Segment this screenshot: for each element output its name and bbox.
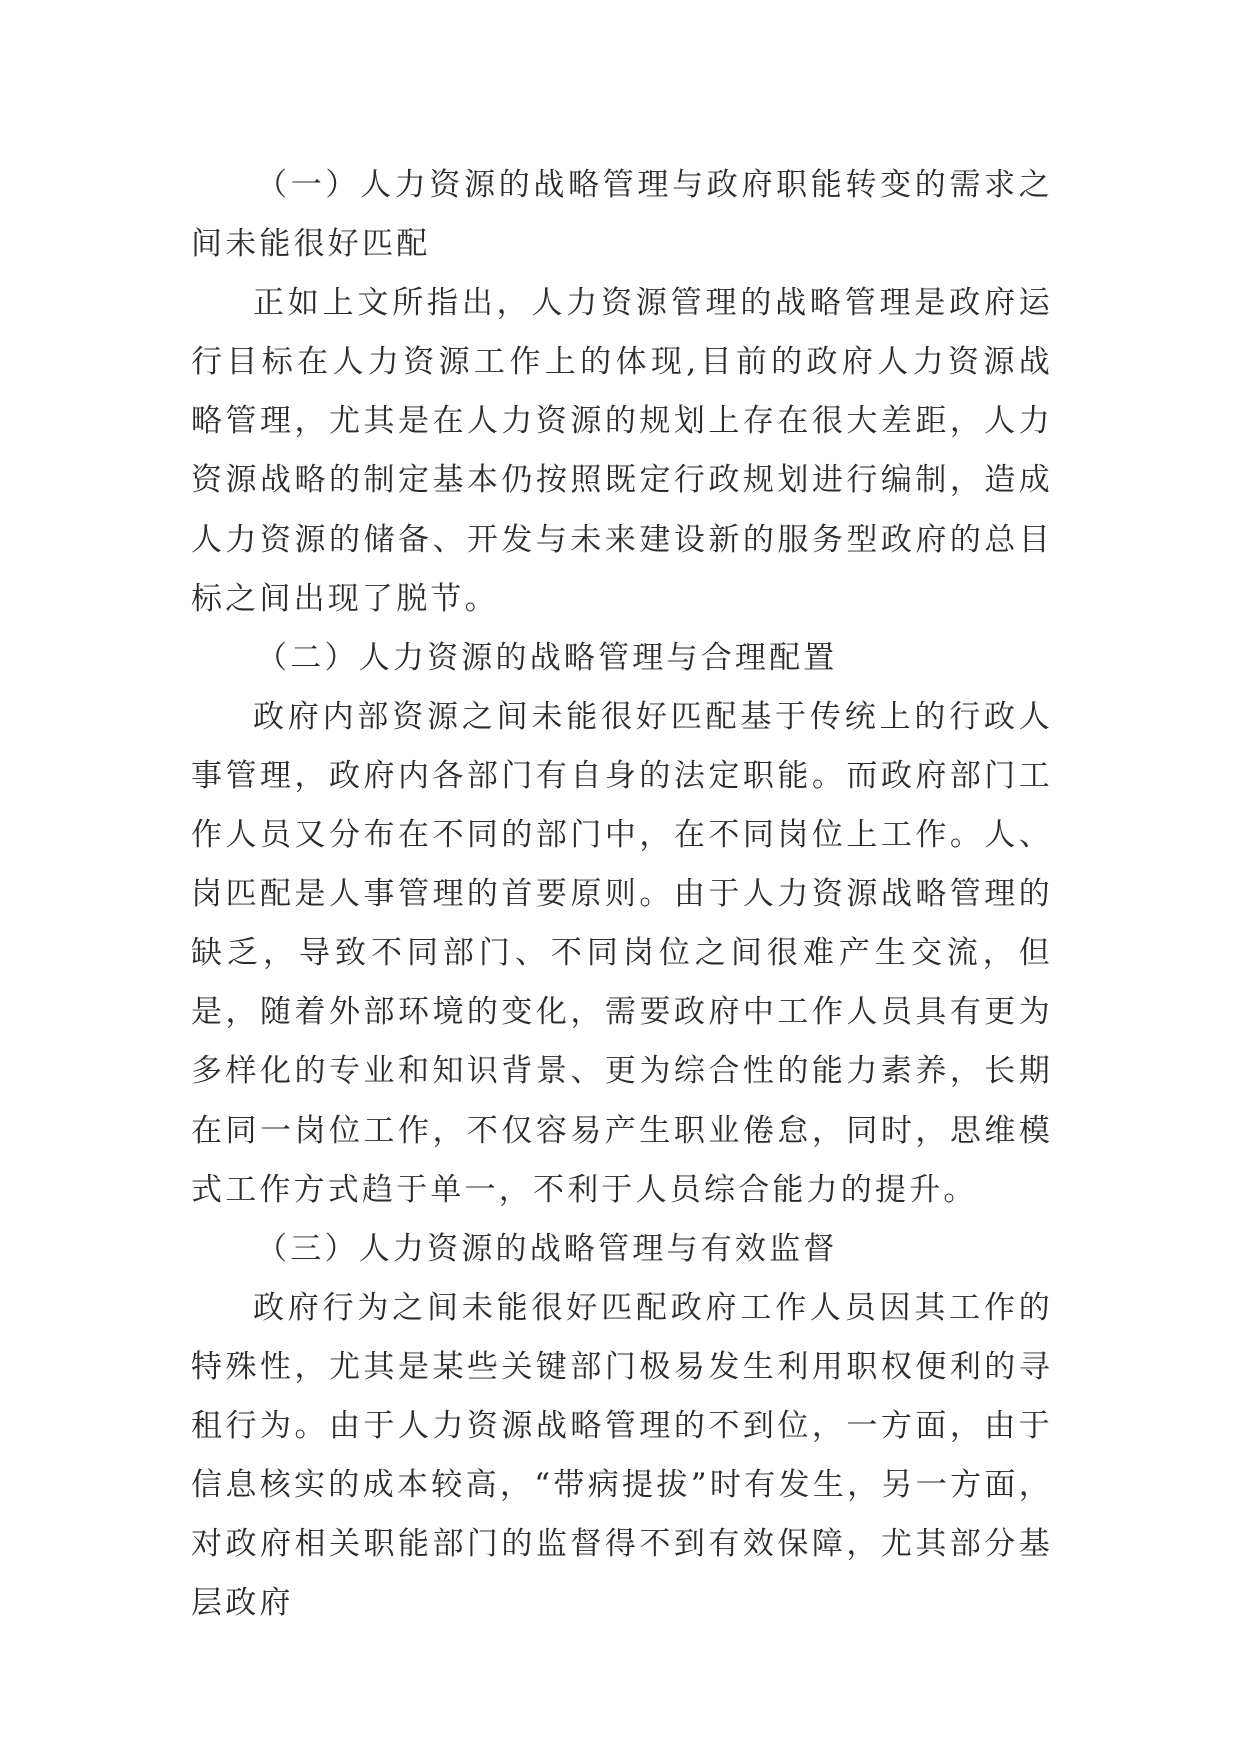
section-heading-1: （一）人力资源的战略管理与政府职能转变的需求之间未能很好匹配 — [191, 167, 1053, 263]
paragraph-1: 正如上文所指出，人力资源管理的战略管理是政府运行目标在人力资源工作上的体现,目前的政府人力资源战略管理，尤其是在人力资源的规划上存在很大差距，人力资源战略的制定基本仍按照既定行政规划进行编制，造成人力资源的储备、开发与未来建设新的服务型政府的总目标之间出现了脱节。 — [191, 285, 1053, 617]
section-heading-3: （三）人力资源的战略管理与有效监督 — [256, 1230, 838, 1267]
document-body — [191, 156, 1053, 1633]
paragraph-2: 政府内部资源之间未能很好匹配基于传统上的行政人事管理，政府内各部门有自身的法定职能。而政府部门工作人员又分布在不同的部门中，在不同岗位上工作。人、岗匹配是人事管理的首要原则。由于人力资源战略管理的缺乏，导致不同部门、不同岗位之间很难产生交流，但是，随着外部环境的变化，需要政府中工作人员具有更为多样化的专业和知识背景、更为综合性的能力素养，长期在同一岗位工作，不仅容易产生职业倦怠，同时，思维模式工作方式趋于单一，不利于人员综合能力的提升。 — [191, 698, 1053, 1208]
paragraph-3: 政府行为之间未能很好匹配政府工作人员因其工作的特殊性，尤其是某些关键部门极易发生利用职权便利的寻租行为。由于人力资源战略管理的不到位，一方面，由于信息核实的成本较高，“带病提拔”时有发生，另一方面，对政府相关职能部门的监督得不到有效保障，尤其部分基层政府 — [191, 1289, 1053, 1622]
section-heading-2: （二）人力资源的战略管理与合理配置 — [256, 639, 838, 676]
